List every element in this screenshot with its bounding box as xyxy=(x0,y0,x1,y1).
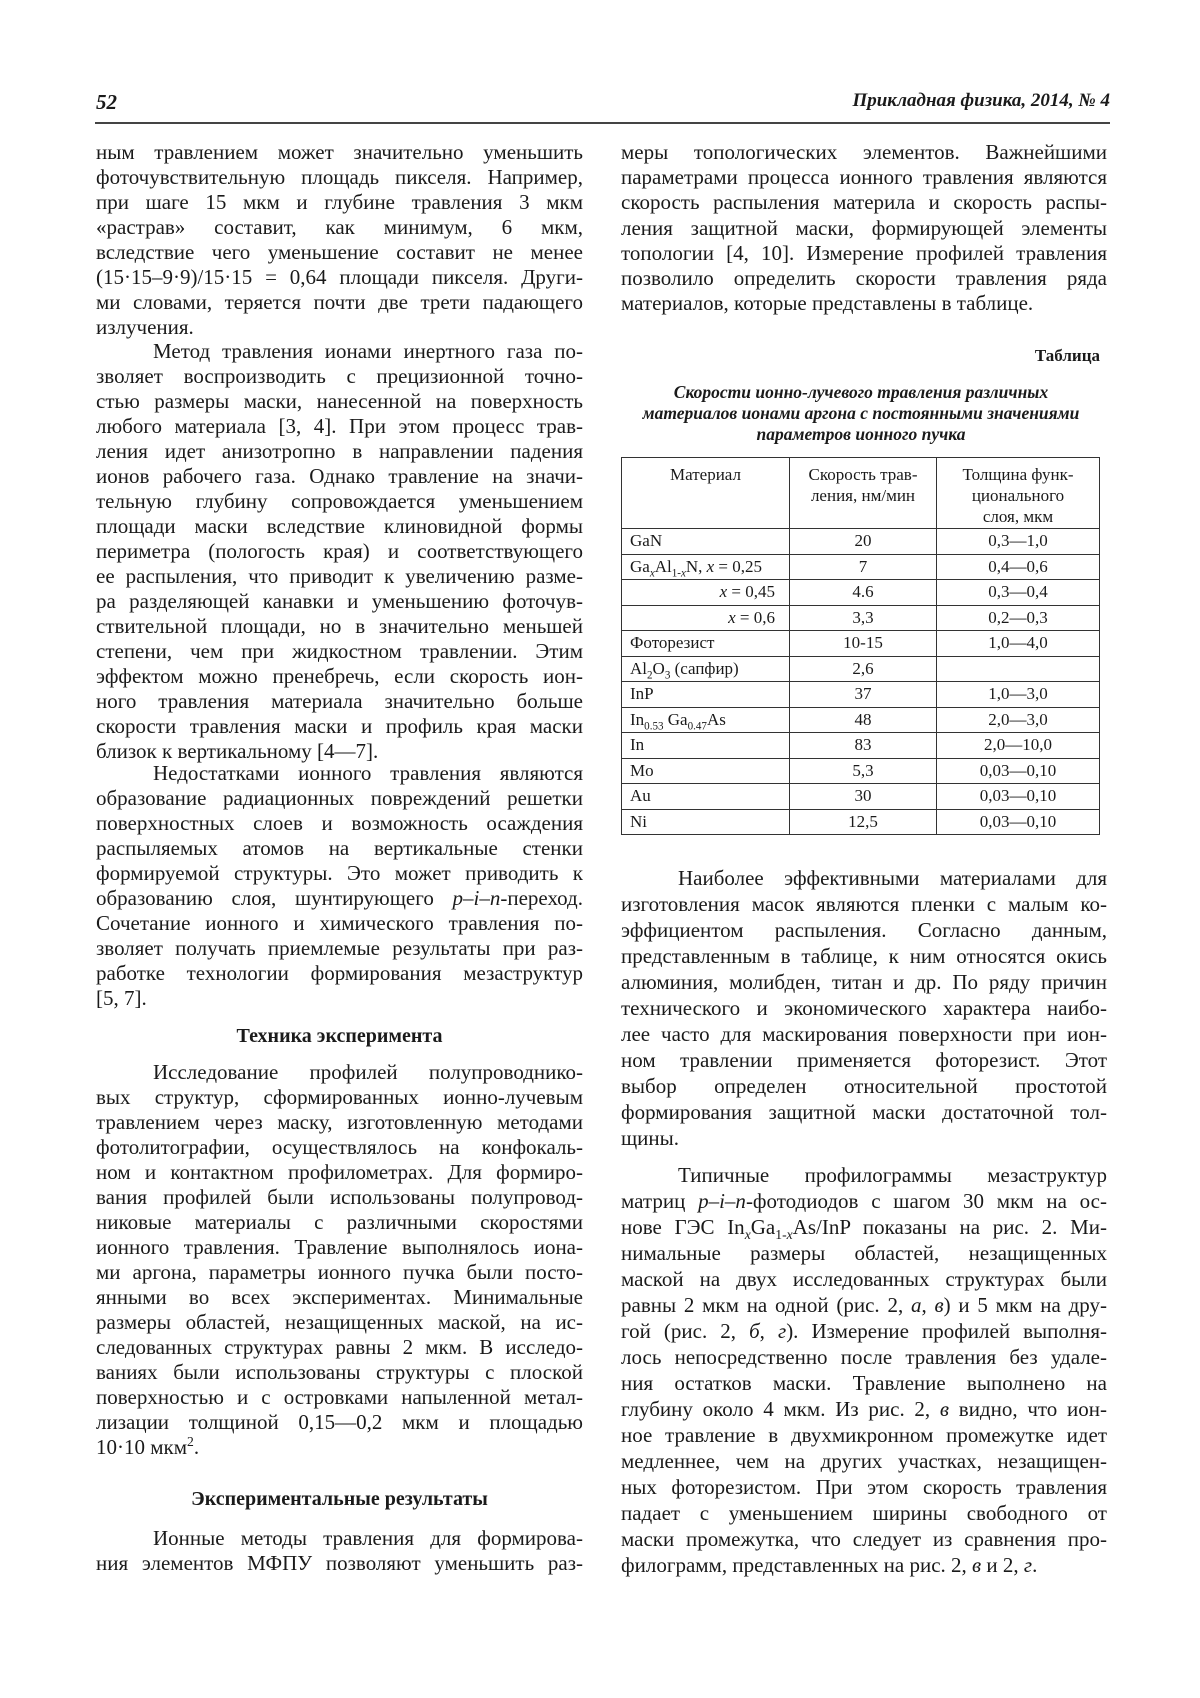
cell-thickness: 0,4—0,6 xyxy=(937,554,1100,580)
cell-thickness: 2,0—3,0 xyxy=(937,707,1100,733)
cell-material: $In_{0.53}$ $Ga_{0.47}As$ xyxy=(622,707,790,733)
text-line: янными во всех экспериментах. Минимальные xyxy=(96,1285,583,1309)
text-line: нимальные размеры областей, незащищенных xyxy=(621,1241,1107,1265)
header-rule xyxy=(95,122,1110,124)
page-number: 52 xyxy=(96,90,117,114)
text-line: (15·15–9·9)/15·15 = 0,64 площади пикселя. Други- xyxy=(96,265,583,289)
text-line: позволило определить скорости травления ряда xyxy=(621,265,1107,290)
text-line: формирования защитной маски достаточной тол- xyxy=(621,1100,1107,1124)
text-line: тельную глубину сопровождается уменьшением xyxy=(96,489,583,513)
cell-rate: 2,6 xyxy=(790,656,937,682)
text-line: зволяет воспроизводить с прецизионной точно- xyxy=(96,364,583,388)
text-line: ных фоторезистом. При этом скорость травления xyxy=(621,1475,1107,1499)
table-header-row xyxy=(622,458,1100,529)
text-line: 10·10 мкм$^2$. xyxy=(96,1434,200,1459)
text-line: никовые материалы с различными скоростями xyxy=(96,1210,583,1234)
text-line: ми аргона, параметры ионного пучка были посто- xyxy=(96,1260,583,1284)
cell-thickness: 1,0—4,0 xyxy=(937,631,1100,657)
text-line: [5, 7]. xyxy=(96,986,147,1010)
paragraph xyxy=(96,140,583,340)
paragraph xyxy=(96,1060,583,1460)
text-line: щины. xyxy=(621,1126,680,1150)
etch-rate-table xyxy=(621,457,1100,835)
cell-rate: 5,3 xyxy=(790,758,937,784)
text-line: нове ГЭС $In_xGa_{1-x}As$/InP показаны на рис. 2. Ми- xyxy=(621,1215,1107,1243)
cell-rate: 10-15 xyxy=(790,631,937,657)
text-line: филограмм, представленных на рис. 2, в и 2, г. xyxy=(621,1553,1038,1577)
caption-line: материалов ионами аргона с постоянными значениями xyxy=(642,403,1080,423)
table-row xyxy=(622,580,1100,606)
text-line: ми словами, теряется почти две трети падающего xyxy=(96,290,583,314)
cell-material: $Ga_xAl_{1-x}N$, x = 0,25 xyxy=(622,554,790,580)
text-line: любого материала [3, 4]. При этом процесс трав- xyxy=(96,414,583,438)
text-line: при шаге 15 мкм и глубине травления 3 мкм xyxy=(96,190,583,214)
table-row xyxy=(622,733,1100,759)
cell-thickness: 0,3—0,4 xyxy=(937,580,1100,606)
text-line: лее часто для маскирования поверхности при ион- xyxy=(621,1022,1107,1046)
text-line: Ионные методы травления для формирова- xyxy=(153,1526,583,1550)
text-line: ное травление в двухмикронном промежутке идет xyxy=(621,1423,1107,1447)
cell-rate: 7 xyxy=(790,554,937,580)
table-row xyxy=(622,554,1100,580)
text-line: ления защитной маски, формирующей элементы xyxy=(621,215,1107,240)
text-line: ра разделяющей канавки и уменьшению фоточув- xyxy=(96,589,583,613)
text-line: матриц p–i–n-фотодиодов с шагом 30 мкм на ос- xyxy=(621,1189,1107,1213)
table-row xyxy=(622,707,1100,733)
text-line: скорость распыления материла и скорость распы- xyxy=(621,190,1107,215)
cell-material: Au xyxy=(622,784,790,810)
cell-material: x = 0,6 xyxy=(622,605,790,631)
cell-material: $Al_2O_3$ (сапфир) xyxy=(622,656,790,682)
text-line: скорости травления маски и профиль края маски xyxy=(96,714,583,738)
text-line: алюминия, молибден, титан и др. По ряду причин xyxy=(621,970,1107,994)
cell-thickness: 1,0—3,0 xyxy=(937,682,1100,708)
text-line: выбор определен относительной простотой xyxy=(621,1074,1107,1098)
column-header-material: Материал xyxy=(622,458,790,529)
text-line: размеры областей, незащищенных маской, на ис- xyxy=(96,1310,583,1334)
cell-material: InP xyxy=(622,682,790,708)
text-line: вследствие чего уменьшение составит не менее xyxy=(96,240,583,264)
text-line: Типичные профилограммы мезаструктур xyxy=(678,1163,1107,1187)
text-line: периметра (пологость края) и соответствующего xyxy=(96,539,583,563)
text-line: ваниях были использованы структуры с плоской xyxy=(96,1360,583,1384)
text-line: распыляемых атомов на вертикальные стенки xyxy=(96,836,583,860)
column-header-rate: Скорость трав- ления, нм/мин xyxy=(790,458,937,529)
journal-title: Прикладная физика, 2014, № 4 xyxy=(852,90,1110,111)
table-caption xyxy=(621,382,1101,445)
text-line: площади маски вследствие клиновидной формы xyxy=(96,514,583,538)
text-line: ления идет анизотропно в направлении падения xyxy=(96,439,583,463)
text-line: близок к вертикальному [4—7]. xyxy=(96,739,379,763)
text-line: ным травлением может значительно уменьшить xyxy=(96,140,583,164)
table-row xyxy=(622,605,1100,631)
cell-thickness: 2,0—10,0 xyxy=(937,733,1100,759)
text-line: технического и экономического характера наибо- xyxy=(621,996,1107,1020)
paragraph xyxy=(621,1162,1107,1578)
text-line: ном травлении применяется фоторезист. Этот xyxy=(621,1048,1107,1072)
text-line: следованных структурах равны 2 мкм. В исследо- xyxy=(96,1335,583,1359)
cell-rate: 3,3 xyxy=(790,605,937,631)
text-line: ном и контактном профилометрах. Для формиро- xyxy=(96,1160,583,1184)
text-line: «растрав» составит, как минимум, 6 мкм, xyxy=(96,215,583,239)
text-line: поверхностью и с островками напыленной метал- xyxy=(96,1385,583,1409)
table-row xyxy=(622,758,1100,784)
paragraph xyxy=(621,865,1107,1151)
text-line: топологии [4, 10]. Измерение профилей травления xyxy=(621,240,1107,265)
text-line: излучения. xyxy=(96,315,194,339)
paragraph xyxy=(621,140,1107,316)
text-line: формируемой структуры. Это может приводить к xyxy=(96,861,583,885)
text-line: маски промежутка, что следует из сравнения про- xyxy=(621,1527,1107,1551)
text-line: медленнее, чем на других участках, незащищен- xyxy=(621,1449,1107,1473)
text-line: работке технологии формирования мезаструктур xyxy=(96,961,583,985)
text-line: ионного травления. Травление выполнялось иона- xyxy=(96,1235,583,1259)
table-label: Таблица xyxy=(1034,346,1100,365)
text-line: ния элементов МФПУ позволяют уменьшить раз- xyxy=(96,1551,583,1575)
text-line: гой (рис. 2, б, г). Измерение профилей выполня- xyxy=(621,1319,1108,1343)
cell-material: GaN xyxy=(622,529,790,555)
table-row xyxy=(622,631,1100,657)
cell-rate: 48 xyxy=(790,707,937,733)
text-line: вых структур, сформированных ионно-лучевым xyxy=(96,1085,583,1109)
text-line: образованию слоя, шунтирующего p–i–n-переход. xyxy=(96,886,583,910)
table-row xyxy=(622,529,1100,555)
text-line: образование радиационных повреждений решетки xyxy=(96,786,583,810)
text-line: лось непосредственно после травления без удале- xyxy=(621,1345,1107,1369)
cell-thickness: 0,03—0,10 xyxy=(937,784,1100,810)
cell-material: In xyxy=(622,733,790,759)
text-line: ного травления материала значительно больше xyxy=(96,689,583,713)
cell-thickness: 0,3—1,0 xyxy=(937,529,1100,555)
text-line: ионов рабочего газа. Однако травление на значи- xyxy=(96,464,583,488)
cell-material: Mo xyxy=(622,758,790,784)
text-line: меры топологических элементов. Важнейшими xyxy=(621,140,1107,164)
text-line: поверхностных слоев и возможность осаждения xyxy=(96,811,583,835)
text-line: Сочетание ионного и химического травления по- xyxy=(96,911,583,935)
table-row xyxy=(622,784,1100,810)
text-line: параметрами процесса ионного травления являются xyxy=(621,165,1107,190)
cell-rate: 37 xyxy=(790,682,937,708)
text-line: травлением через маску, изготовленную методами xyxy=(96,1110,583,1134)
cell-rate: 20 xyxy=(790,529,937,555)
section-heading: Экспериментальные результаты xyxy=(191,1488,488,1510)
text-line: материалов, которые представлены в таблице. xyxy=(621,291,1034,316)
text-line: лизации толщиной 0,15—0,2 мкм и площадью xyxy=(96,1410,583,1434)
text-line: представленным в таблице, к ним относятся окись xyxy=(621,944,1107,968)
cell-material: x = 0,45 xyxy=(622,580,790,606)
table-row xyxy=(622,656,1100,682)
section-heading: Техника эксперимента xyxy=(236,1025,443,1047)
text-line: Исследование профилей полупроводнико- xyxy=(153,1060,583,1084)
table-row xyxy=(622,809,1100,835)
cell-material: Ni xyxy=(622,809,790,835)
text-line: эффектом можно пренебречь, если скорость ион- xyxy=(96,664,583,688)
cell-thickness: 0,03—0,10 xyxy=(937,758,1100,784)
cell-thickness: 0,2—0,3 xyxy=(937,605,1100,631)
cell-material: Фоторезист xyxy=(622,631,790,657)
cell-thickness: 0,03—0,10 xyxy=(937,809,1100,835)
text-line: Наиболее эффективными материалами для xyxy=(678,866,1107,890)
text-line: падает с уменьшением ширины свободного от xyxy=(621,1501,1107,1525)
cell-rate: 83 xyxy=(790,733,937,759)
text-line: ствительной площади, но в значительно меньшей xyxy=(96,614,583,638)
cell-thickness xyxy=(937,656,1100,682)
cell-rate: 4.6 xyxy=(790,580,937,606)
paragraph xyxy=(96,1526,583,1576)
column-header-thickness: Толщина функ- ционального слоя, мкм xyxy=(937,458,1100,529)
text-line: маской на двух исследованных структурах были xyxy=(621,1267,1107,1291)
text-line: глубину около 4 мкм. Из рис. 2, в видно, что ион- xyxy=(621,1397,1107,1421)
caption-line: параметров ионного пучка xyxy=(756,424,966,444)
text-line: ния остатков маски. Травление выполнено на xyxy=(621,1371,1107,1395)
cell-rate: 30 xyxy=(790,784,937,810)
text-line: вания профилей были использованы полупровод- xyxy=(96,1185,583,1209)
text-line: ее распыления, что приводит к увеличению разме- xyxy=(96,564,583,588)
paragraph xyxy=(96,761,583,1011)
cell-rate: 12,5 xyxy=(790,809,937,835)
text-line: фотолитографии, осуществлялось на конфокаль- xyxy=(96,1135,583,1159)
text-line: Недостатками ионного травления являются xyxy=(153,761,583,785)
text-line: изготовления масок являются пленки с малым ко- xyxy=(621,892,1107,916)
text-line: фоточувствительную площадь пикселя. Например, xyxy=(96,165,583,189)
text-line: стью размеры маски, нанесенной на поверхность xyxy=(96,389,583,413)
text-line: степени, чем при жидкостном травлении. Этим xyxy=(96,639,583,663)
text-line: эффициентом распыления. Согласно данным, xyxy=(621,918,1107,942)
text-line: равны 2 мкм на одной (рис. 2, а, в) и 5 мкм на дру- xyxy=(621,1293,1107,1317)
caption-line: Скорости ионно-лучевого травления различных xyxy=(673,382,1049,402)
text-line: зволяет получать приемлемые результаты при раз- xyxy=(96,936,583,960)
table-row xyxy=(622,682,1100,708)
text-line: Метод травления ионами инертного газа по- xyxy=(153,339,583,363)
paragraph xyxy=(96,339,583,764)
